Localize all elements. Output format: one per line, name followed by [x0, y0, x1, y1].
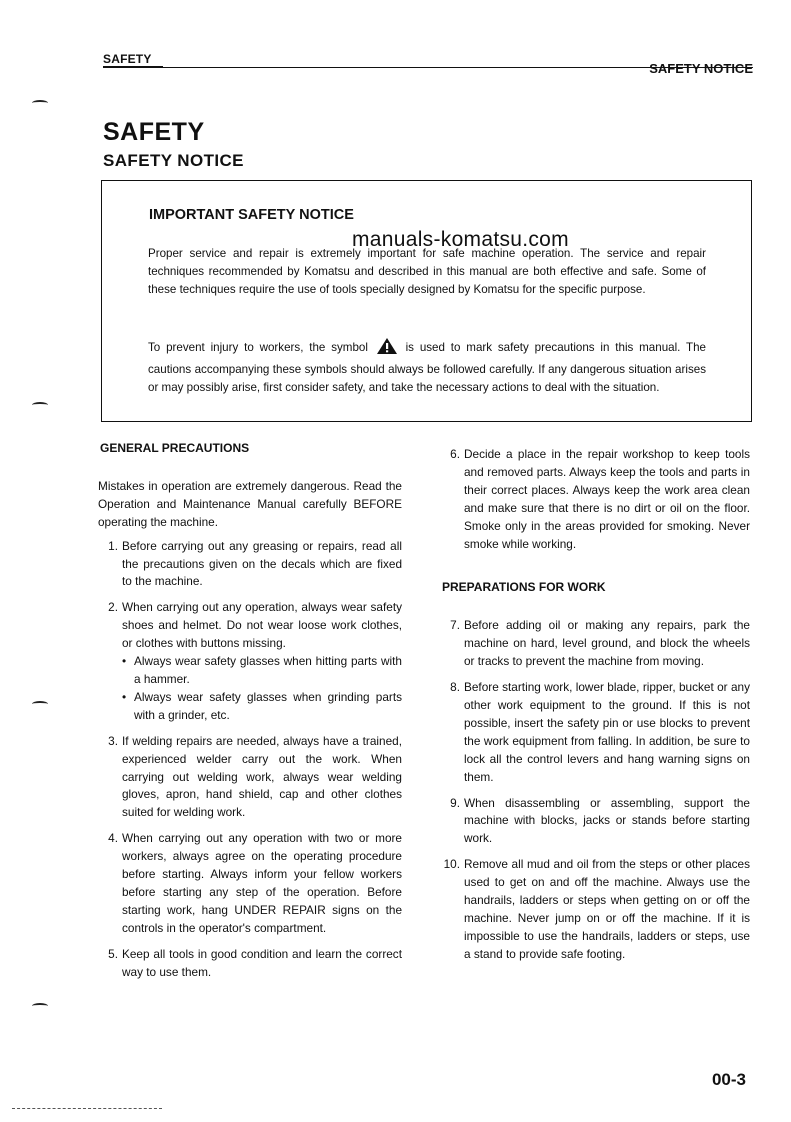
bullet-dot-icon: •: [122, 689, 127, 704]
notice-paragraph-1: Proper service and repair is extremely important for safe machine operation. The service and repair techniques recommended by Komatsu and described in this manual are both effective and safe. Some of these techniques require the use of tools specially designed by Komatsu for the specific purpose.: [148, 247, 706, 296]
item-number: 4.: [108, 831, 118, 846]
punch-hole-mark: [32, 701, 48, 707]
item-number: 8.: [450, 680, 460, 695]
warning-triangle-icon: [376, 337, 398, 361]
header-rule: [103, 67, 753, 68]
list-item: [98, 830, 402, 937]
bullet-item: [122, 653, 402, 689]
item-text: Before carrying out any greasing or repairs, read all the precautions given on the decals which are fixed to the machine.: [122, 538, 402, 589]
list-item: [440, 617, 750, 671]
footer-line: [12, 1108, 162, 1109]
running-header-left: SAFETY: [103, 52, 152, 66]
item-text: Keep all tools in good condition and learn the correct way to use them.: [122, 946, 402, 979]
punch-hole-mark: [32, 402, 48, 408]
right-column: [440, 446, 750, 972]
item-text: Before adding oil or making any repairs, park the machine on hard, level ground, and block the wheels or tracks to prevent the machine from moving.: [464, 618, 750, 669]
notice-p2-after: is used to mark safety precautions in this manual. The cautions accompanying these symbols should always be followed carefully. If any dangerous situation arises or may possibly arise, first consider safety, and take the necessary actions to deal with the situation.: [148, 341, 706, 394]
item-number: 1.: [108, 538, 118, 553]
item-text-main: When carrying out any operation, always wear safety shoes and helmet. Do not wear loose work clothes, or clothes with buttons missing.: [122, 600, 402, 651]
item-text: [122, 599, 402, 724]
general-precautions-heading: GENERAL PRECAUTIONS: [100, 441, 250, 455]
item-text: Decide a place in the repair workshop to keep tools and removed parts. Always keep the tools and parts in their correct places. Always keep the work area clean and make sure that there is no dirt or oil on the floor. Smoke only in the areas provided for smoking. Never smoke while working.: [464, 447, 750, 551]
list-item: [98, 538, 402, 592]
preparations-heading: PREPARATIONS FOR WORK: [442, 580, 606, 595]
left-column: [98, 440, 402, 989]
item-number: 3.: [108, 733, 118, 748]
watermark-text: manuals-komatsu.com: [352, 228, 569, 251]
list-item: [440, 446, 750, 553]
item-number: 9.: [450, 795, 460, 810]
list-item: [440, 856, 750, 963]
running-header-right: SAFETY NOTICE: [649, 61, 753, 76]
punch-hole-mark: [32, 100, 48, 106]
item-number: 7.: [450, 618, 460, 633]
item-text: When disassembling or assembling, support the machine with blocks, jacks or stands before starting work.: [464, 795, 750, 846]
general-intro: Mistakes in operation are extremely dangerous. Read the Operation and Maintenance Manual carefully BEFORE operating the machine.: [98, 478, 402, 529]
list-item: [440, 795, 750, 849]
bullet-text: Always wear safety glasses when grinding parts with a grinder, etc.: [134, 689, 402, 722]
notice-p2-before: To prevent injury to workers, the symbol: [148, 341, 368, 354]
list-item: [98, 733, 402, 823]
notice-paragraph-2: [148, 337, 706, 396]
bullet-item: [122, 689, 402, 725]
item-number: 10.: [443, 857, 460, 872]
list-item: [98, 599, 402, 724]
item-text: Remove all mud and oil from the steps or other places used to get on and off the machine. Always use the handrails, ladders or steps when getting on or off the machine. Never jump on or off the machine. If it is impossible to use the handrails, ladders or steps, use a stand to provide safe footing.: [464, 857, 750, 961]
item-number: 6.: [450, 447, 460, 461]
notice-heading: IMPORTANT SAFETY NOTICE: [149, 207, 354, 223]
item-text: If welding repairs are needed, always have a trained, experienced welder carry out the work. When carrying out welding work, always wear welding gloves, apron, hand shield, cap and other clothes suited for welding work.: [122, 733, 402, 820]
page-number: 00-3: [711, 1070, 746, 1089]
list-item: [440, 679, 750, 786]
punch-hole-mark: [32, 1003, 48, 1009]
item-text: When carrying out any operation with two or more workers, always agree on the operating procedure before starting. Always inform your fellow workers before starting any step of the operation. Before starting work, hang UNDER REPAIR signs on the controls in the operator's compartment.: [122, 831, 402, 935]
item-number: 5.: [108, 946, 118, 961]
important-notice-box: [101, 180, 752, 422]
page-title: SAFETY: [103, 118, 205, 146]
item-number: 2.: [108, 600, 118, 615]
bullet-dot-icon: •: [122, 654, 127, 669]
item-text: Before starting work, lower blade, ripper, bucket or any other work equipment to the ground. If this is not possible, insert the safety pin or use blocks to prevent the work equipment from falling. In addition, be sure to lock all the control levers and hang warning signs on them.: [464, 680, 750, 784]
list-item: [98, 946, 402, 982]
page-subtitle: SAFETY NOTICE: [103, 151, 244, 170]
bullet-text: Always wear safety glasses when hitting parts with a hammer.: [134, 654, 402, 686]
